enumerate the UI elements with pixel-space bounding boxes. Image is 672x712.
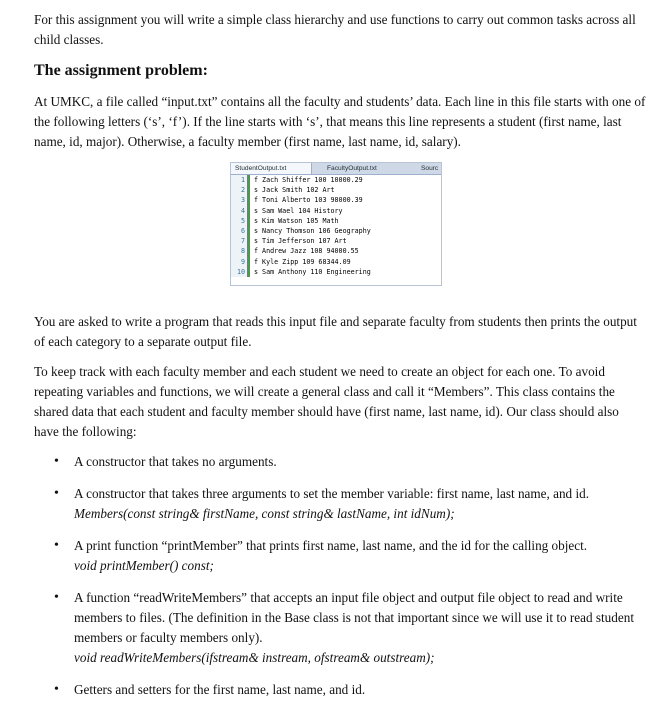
change-marker: [247, 195, 250, 205]
line-number: 2: [231, 185, 247, 195]
line-number: 9: [231, 257, 247, 267]
change-marker: [247, 206, 250, 216]
editor-line: [231, 195, 441, 205]
line-text: s Jack Smith 102 Art: [254, 186, 335, 195]
change-marker: [247, 246, 250, 256]
bullet-icon: •: [54, 682, 59, 697]
tab-faculty-output: FacultyOutput.txt: [327, 165, 377, 172]
bullet-icon: •: [54, 590, 59, 605]
line-text: s Sam Wael 104 History: [254, 206, 343, 215]
function-signature: void printMember() const;: [74, 558, 214, 573]
editor-lines: [231, 175, 441, 277]
change-marker: [247, 236, 250, 246]
line-text: f Andrew Jazz 108 94000.55: [254, 247, 359, 256]
line-text: f Zach Shiffer 100 10000.29: [254, 176, 363, 184]
function-signature: Members(const string& firstName, const string& lastName, int idNum);: [74, 506, 455, 521]
tab-student-output: StudentOutput.txt: [231, 163, 312, 174]
requirements-list: [34, 452, 646, 700]
line-number: 4: [231, 206, 247, 216]
requirement-item: [34, 588, 646, 668]
editor-tab-bar: [231, 163, 441, 175]
line-text: s Nancy Thomson 106 Geography: [254, 226, 371, 235]
bullet-icon: •: [54, 454, 59, 469]
editor-line: [231, 257, 441, 267]
editor-line: [231, 236, 441, 246]
line-number: 3: [231, 195, 247, 205]
line-number: 6: [231, 226, 247, 236]
requirement-item: [34, 680, 646, 700]
change-marker: [247, 226, 250, 236]
function-signature: void readWriteMembers(ifstream& instream, ofstream& outstream);: [74, 650, 435, 665]
requirement-text: A function “readWriteMembers” that accepts an input file object and output file object to read and write members to files. (The definition in the Base class is not that important since we will use it to read student members or faculty members only).: [74, 590, 634, 645]
change-marker: [247, 175, 250, 185]
line-text: f Kyle Zipp 109 68344.09: [254, 257, 351, 266]
problem-paragraph: At UMKC, a file called “input.txt” contains all the faculty and students’ data. Each line in this file starts with one of the following letters (‘s’, ‘f’). If the line starts with ‘s’, that means this line represents a student (first name, last name, id, major). Otherwise, a faculty member (first name, last name, id, salary).: [34, 94, 646, 149]
change-marker: [247, 267, 250, 277]
tab-source: Sourc: [421, 165, 439, 172]
bullet-icon: •: [54, 538, 59, 553]
editor-line: [231, 267, 441, 277]
bullet-icon: •: [54, 486, 59, 501]
requirement-item: [34, 452, 646, 472]
change-marker: [247, 257, 250, 267]
intro-paragraph: For this assignment you will write a simple class hierarchy and use functions to carry out common tasks across all child classes.: [34, 12, 636, 47]
line-number: 7: [231, 236, 247, 246]
line-number: 10: [231, 267, 247, 277]
members-class-paragraph: To keep track with each faculty member and each student we need to create an object for each one. To avoid repeating variables and functions, we will create a general class and call it “Members”. This class contains the shared data that each student and faculty member should have (first name, last name, id). Our class should also have the following:: [34, 364, 619, 439]
line-number: 1: [231, 175, 247, 185]
task-paragraph: You are asked to write a program that reads this input file and separate faculty from students then prints the output of each category to a separate output file.: [34, 314, 637, 349]
input-file-editor-screenshot: [230, 162, 442, 286]
editor-line: [231, 246, 441, 256]
requirement-item: [34, 484, 646, 524]
requirement-text: A constructor that takes three arguments to set the member variable: first name, last name, and id.: [74, 486, 590, 501]
editor-line: [231, 206, 441, 216]
editor-line: [231, 216, 441, 226]
line-number: 8: [231, 246, 247, 256]
change-marker: [247, 216, 250, 226]
document-page: [34, 10, 646, 712]
line-number: 5: [231, 216, 247, 226]
section-heading: The assignment problem:: [34, 62, 208, 79]
editor-line: [231, 226, 441, 236]
line-text: f Toni Alberto 103 98000.39: [254, 196, 363, 205]
editor-line: [231, 175, 441, 185]
change-marker: [247, 185, 250, 195]
editor-line: [231, 185, 441, 195]
line-text: s Kim Watson 105 Math: [254, 216, 339, 225]
requirement-text: Getters and setters for the first name, last name, and id.: [74, 682, 366, 697]
requirement-text: A print function “printMember” that prints first name, last name, and the id for the calling object.: [74, 538, 588, 553]
line-text: s Sam Anthony 110 Engineering: [254, 267, 371, 276]
requirement-item: [34, 536, 646, 576]
requirement-text: A constructor that takes no arguments.: [74, 454, 277, 469]
line-text: s Tim Jefferson 107 Art: [254, 237, 347, 246]
